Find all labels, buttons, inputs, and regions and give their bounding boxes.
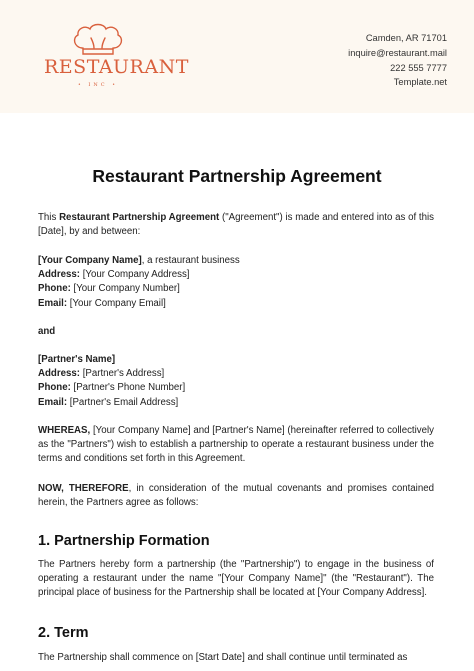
section-heading-partnership-formation: 1. Partnership Formation <box>38 533 210 549</box>
letterhead <box>0 0 474 113</box>
party-two-address: [Partner's Address] <box>80 368 165 380</box>
and-separator: and <box>38 326 56 337</box>
contact-email: inquire@restaurant.mail <box>348 47 447 58</box>
party-two-phone: [Partner's Phone Number] <box>70 382 186 394</box>
whereas-paragraph: WHEREAS, [Your Company Name] and [Partner's Name] (hereinafter referred to collectively as the "Partners") wish to establish a partnership to operate a restaurant business under the terms and conditions set forth in this Agreement. <box>38 425 434 465</box>
contact-phone: 222 555 7777 <box>390 62 447 73</box>
section-heading-term: 2. Term <box>38 625 89 641</box>
party-two-email: [Partner's Email Address] <box>67 396 179 408</box>
party-two-name: [Partner's Name] <box>38 354 116 365</box>
logo-subtitle: • INC • <box>77 82 119 88</box>
intro-paragraph: This Restaurant Partnership Agreement ("Agreement") is made and entered into as of this [Date], by and between: <box>38 212 434 238</box>
party-one-address: [Your Company Address] <box>80 269 190 281</box>
now-therefore-paragraph: NOW, THEREFORE, in consideration of the mutual covenants and promises contained herein, the Partners agree as follows: <box>38 483 434 509</box>
party-one-phone: [Your Company Number] <box>70 283 180 295</box>
party-one-name: [Your Company Name] <box>38 255 142 266</box>
contact-website: Template.net <box>393 77 447 88</box>
logo-wordmark: RESTAURANT <box>44 56 189 78</box>
party-two-block: [Partner's Name] Address: [Partner's Address] Phone: [Partner's Phone Number] Email: [Partner's Email Address] <box>38 354 186 408</box>
contact-info <box>348 31 447 90</box>
contact-address: Camden, AR 71701 <box>365 33 447 43</box>
restaurant-logo <box>44 18 189 100</box>
party-one-email: [Your Company Email] <box>67 297 166 309</box>
chef-hat-icon <box>44 18 152 58</box>
party-one-block: [Your Company Name], a restaurant business Address: [Your Company Address] Phone: [Your Company Number] Email: [Your Company Email] <box>38 255 240 309</box>
section-2-paragraph: The Partnership shall commence on [Start Date] and shall continue until terminated as <box>38 652 408 663</box>
document-title: Restaurant Partnership Agreement <box>92 166 382 186</box>
section-1-paragraph: The Partners hereby form a partnership (the "Partnership") to engage in the business of operating a restaurant under the name "[Your Company Name]" (the "Restaurant"). The principal place of business for the Partnership shall be located at [Your Company Address]. <box>38 559 434 599</box>
